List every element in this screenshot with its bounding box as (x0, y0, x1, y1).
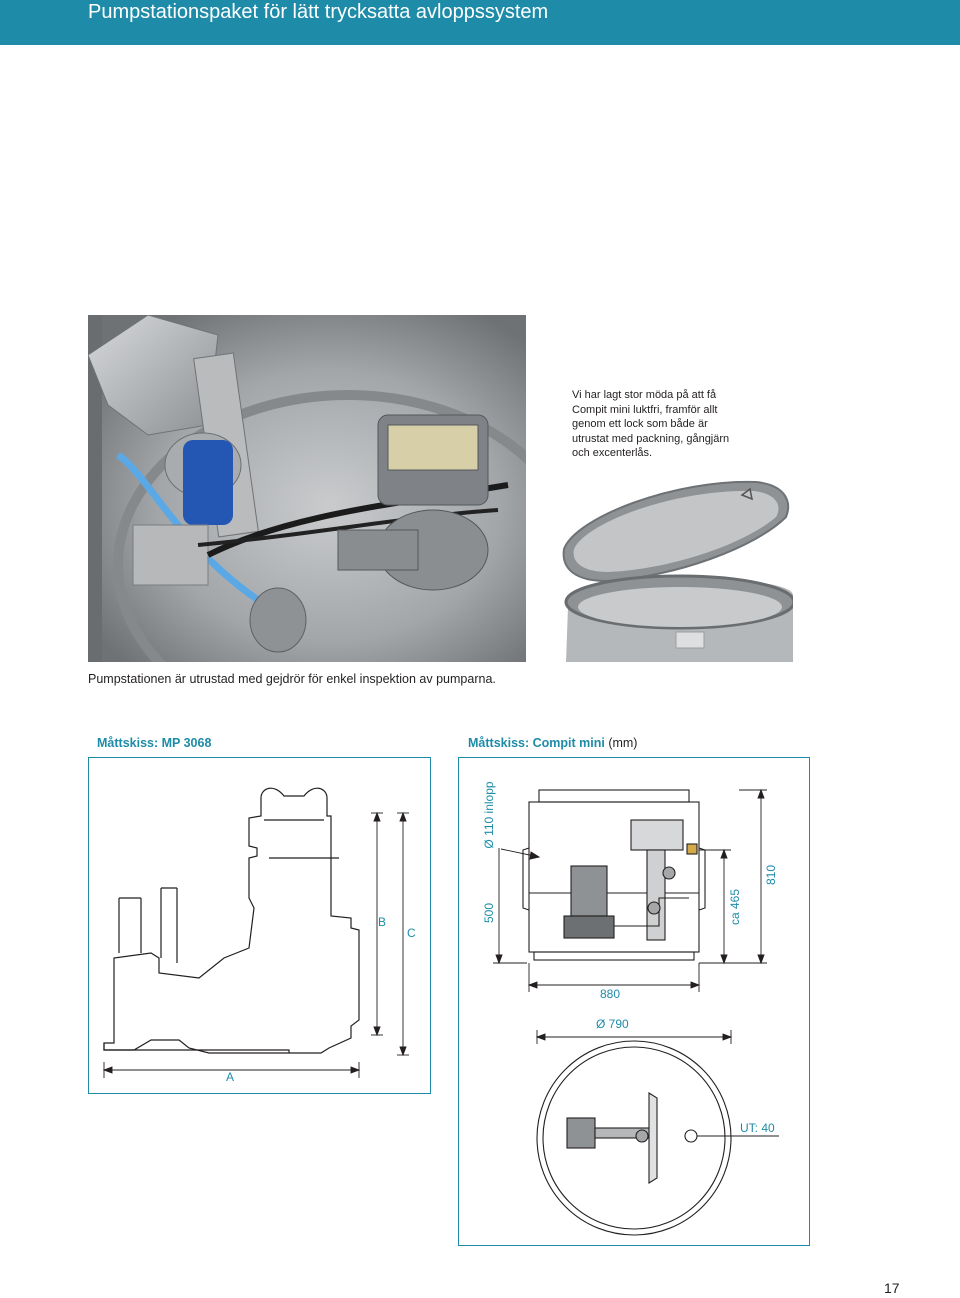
sketch-heading-compit-title: Måttskiss: Compit mini (468, 736, 605, 750)
pump-station-photo (88, 315, 526, 662)
dim-label-500: 500 (482, 902, 496, 924)
page-number: 17 (884, 1280, 900, 1296)
compit-lid-photo (556, 477, 793, 662)
page-title: Pumpstationspaket för lätt trycksatta avloppssystem (88, 1, 549, 23)
dim-label-inlet: Ø 110 inlopp (482, 781, 496, 849)
sketch-frame-compit (458, 757, 810, 1246)
dim-label-790: Ø 790 (596, 1017, 629, 1031)
dim-label-a: A (226, 1070, 235, 1084)
dim-label-810: 810 (764, 864, 778, 886)
sketch-heading-compit (468, 736, 637, 750)
sketch-unit: (mm) (608, 736, 638, 750)
photo-caption: Pumpstationen är utrustad med gejdrör för enkel inspektion av pumparna. (88, 672, 496, 686)
sketch-heading-mp3068: Måttskiss: MP 3068 (97, 736, 212, 750)
lid-description: Vi har lagt stor möda på att få Compit mini luktfri, framför allt genom ett lock som både är utrustat med packning, gångjärn och excenterlås. (572, 389, 730, 460)
dim-label-outlet: UT: 40 (740, 1121, 775, 1135)
dim-label-880: 880 (600, 987, 621, 1001)
dim-label-465: ca 465 (728, 888, 742, 926)
dim-label-b: B (378, 915, 387, 929)
dim-label-c: C (407, 926, 416, 940)
